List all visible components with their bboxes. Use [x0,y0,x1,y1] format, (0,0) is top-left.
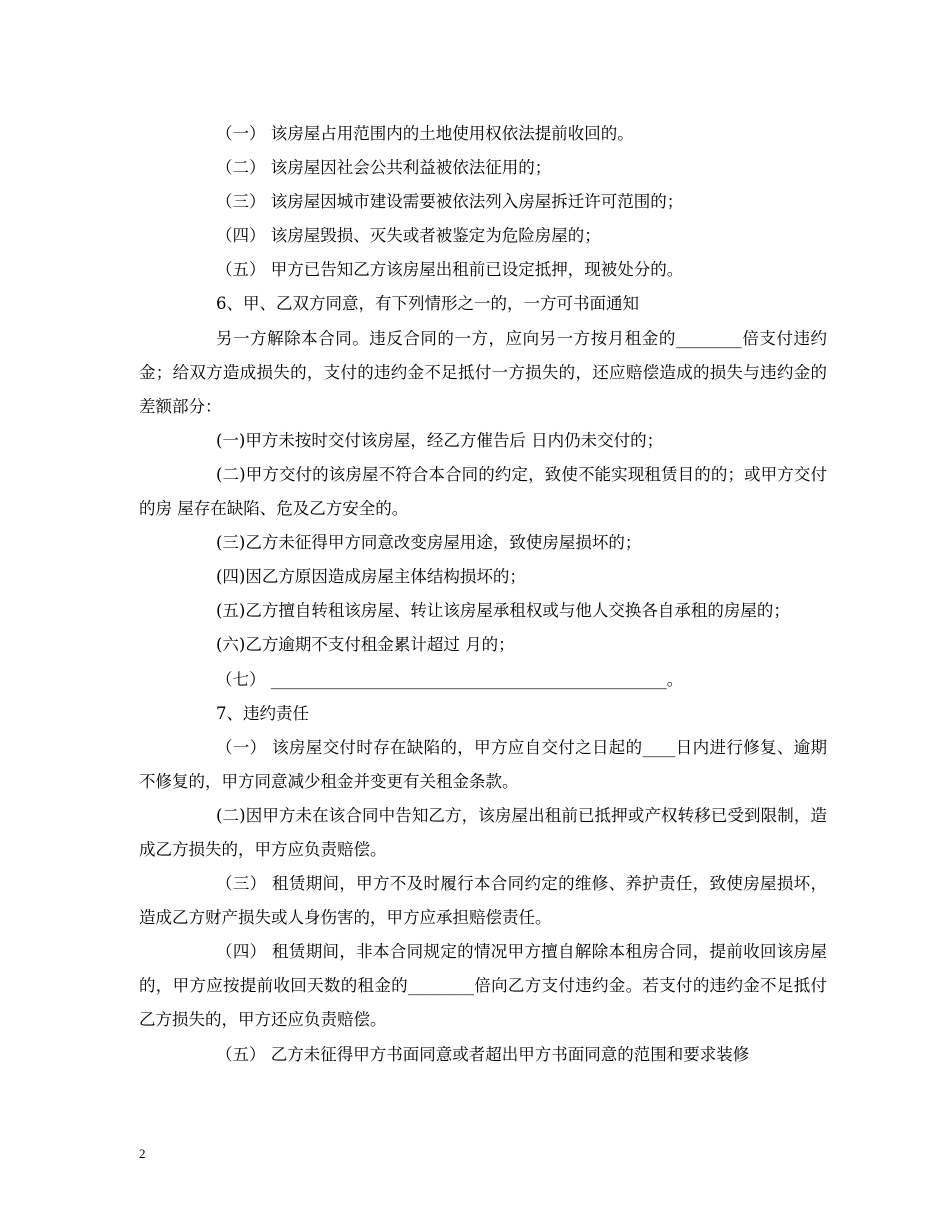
clause-paragraph: （一） 该房屋交付时存在缺陷的，甲方应自交付之日起的____日内进行修复、逾期不修复的，甲方同意减少租金并变更有关租金条款。 [139,737,827,791]
clause-paragraph: （二） 该房屋因社会公共利益被依法征用的； [216,158,552,178]
clause-paragraph: （五） 乙方未征得甲方书面同意或者超出甲方书面同意的范围和要求装修 [216,1044,750,1064]
page-number: 2 [139,1146,146,1161]
clause-paragraph: (二)因甲方未在该合同中告知乙方，该房屋出租前已抵押或产权转移已受到限制，造成乙方损失的，甲方应负责赔偿。 [139,805,827,859]
clause-paragraph: (六)乙方逾期不支付租金累计超过 月的； [216,635,515,655]
document-body [139,117,827,1072]
clause-paragraph: （一） 该房屋占用范围内的土地使用权依法提前收回的。 [216,124,634,143]
section-heading-7: 7、违约责任 [216,703,309,723]
clause-paragraph: (一)甲方未按时交付该房屋，经乙方催告后 日内仍未交付的； [216,430,664,450]
clause-paragraph: （三） 租赁期间，甲方不及时履行本合同约定的维修、养护责任，致使房屋损坏，造成乙方财产损失或人身伤害的，甲方应承担赔偿责任。 [139,874,827,928]
clause-paragraph: (二)甲方交付的该房屋不符合本合同的约定，致使不能实现租赁目的的；或甲方交付的房 屋存在缺陷、危及乙方安全的。 [139,464,827,519]
clause-paragraph: （五） 甲方已告知乙方该房屋出租前已设定抵押，现被处分的。 [216,260,684,280]
clause-paragraph-blank: （七） ________________________________________________。 [216,669,684,689]
clause-paragraph: （四） 该房屋毁损、灭失或者被鉴定为危险房屋的； [216,226,601,246]
section-heading-6: 6、甲、乙双方同意，有下列情形之一的，一方可书面通知 [216,294,639,314]
clause-paragraph: (三)乙方未征得甲方同意改变房屋用途，致使房屋损坏的； [216,533,642,553]
termination-paragraph: 另一方解除本合同。违反合同的一方，应向另一方按月租金的________倍支付违约金；给双方造成损失的，支付的违约金不足抵付一方损失的，还应赔偿造成的损失与违约金的差额部分： [139,328,827,416]
clause-paragraph: （四） 租赁期间，非本合同规定的情况甲方擅自解除本租房合同，提前收回该房屋的，甲方应按提前收回天数的租金的________倍向乙方支付违约金。若支付的违约金不足抵付乙方损失的，甲方还应负责赔偿。 [139,942,827,1030]
clause-paragraph: （三） 该房屋因城市建设需要被依法列入房屋拆迁许可范围的； [216,192,684,212]
clause-paragraph: (五)乙方擅自转租该房屋、转让该房屋承租权或与他人交换各自承租的房屋的； [216,601,790,621]
clause-paragraph: (四)因乙方原因造成房屋主体结构损坏的； [216,567,526,587]
